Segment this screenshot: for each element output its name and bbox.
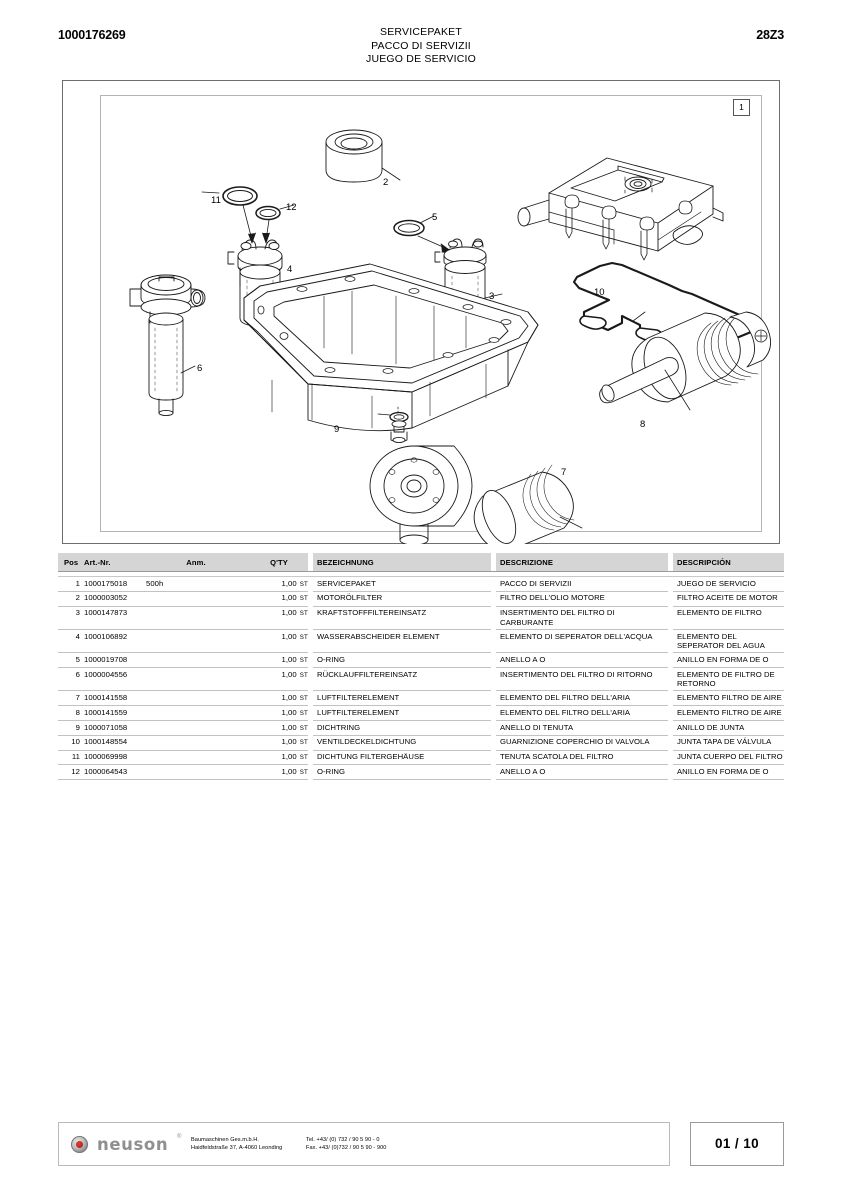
company-fax: Fax. +43/ (0)732 / 90 5 90 - 900 [306, 1144, 387, 1151]
parts-table-container [58, 553, 784, 780]
cell-descripcion: ELEMENTO FILTRO DE AIRE [673, 691, 784, 706]
cell-art-nr: 1000064543 [80, 765, 142, 780]
cell-qty-unit: ST [299, 739, 308, 747]
page-header [0, 26, 842, 72]
cell-anm [142, 691, 246, 706]
callout-11: 11 [211, 195, 221, 206]
cell-pos: 12 [58, 765, 80, 780]
part-1-valve-cover [518, 158, 723, 260]
cell-bezeichnung: VENTILDECKELDICHTUNG [313, 735, 491, 750]
table-row [58, 653, 784, 668]
cell-qty-unit: ST [299, 595, 308, 603]
title-italian: PACCO DI SERVIZII [371, 39, 471, 52]
cell-qty-value: 1,00 [281, 631, 297, 641]
cell-bezeichnung: KRAFTSTOFFFILTEREINSATZ [313, 606, 491, 629]
callout-6: 6 [197, 363, 203, 374]
cell-bezeichnung: WASSERABSCHEIDER ELEMENT [313, 629, 491, 652]
cell-qty [246, 691, 308, 706]
part-5-o-ring [394, 216, 452, 252]
callout-7: 7 [561, 467, 567, 478]
column-header-bezeichnung: BEZEICHNUNG [313, 553, 491, 572]
cell-descripcion: JUNTA TAPA DE VÁLVULA [673, 735, 784, 750]
cell-art-nr: 1000175018 [80, 577, 142, 592]
cell-art-nr: 1000141558 [80, 691, 142, 706]
cell-qty-value: 1,00 [281, 578, 297, 588]
cell-descripcion: ANILLO DE JUNTA [673, 721, 784, 736]
callout-12: 12 [286, 202, 297, 213]
cell-anm [142, 606, 246, 629]
part-6-return-filter [130, 275, 205, 416]
document-title-block [0, 26, 842, 67]
company-street: Haidfeldstraße 37, A-4060 Leonding [191, 1144, 283, 1151]
oil-pan [244, 264, 538, 431]
cell-qty-value: 1,00 [281, 693, 297, 703]
cell-anm [142, 653, 246, 668]
cell-art-nr: 1000141559 [80, 706, 142, 721]
cell-descrizione: FILTRO DELL'OLIO MOTORE [496, 591, 668, 606]
cell-descripcion: JUEGO DE SERVICIO [673, 577, 784, 592]
table-row [58, 706, 784, 721]
cell-pos: 8 [58, 706, 80, 721]
document-number: 1000176269 [58, 28, 126, 42]
cell-descrizione: ELEMENTO DI SEPERATOR DELL'ACQUA [496, 629, 668, 652]
cell-qty-unit: ST [299, 724, 308, 732]
cell-qty-value: 1,00 [281, 722, 297, 732]
cell-art-nr: 1000003052 [80, 591, 142, 606]
cell-qty [246, 629, 308, 652]
cell-anm [142, 706, 246, 721]
cell-qty-unit: ST [299, 610, 308, 618]
cell-pos: 11 [58, 750, 80, 765]
cell-art-nr: 1000019708 [80, 653, 142, 668]
callout-10: 10 [594, 287, 605, 298]
table-row [58, 765, 784, 780]
cell-bezeichnung: LUFTFILTERELEMENT [313, 691, 491, 706]
cell-qty-unit: ST [299, 671, 308, 679]
cell-qty [246, 606, 308, 629]
cell-anm [142, 721, 246, 736]
cell-bezeichnung: DICHTUNG FILTERGEHÄUSE [313, 750, 491, 765]
table-row [58, 668, 784, 691]
cell-descrizione: INSERTIMENTO DEL FILTRO DI CARBURANTE [496, 606, 668, 629]
figure-sheet-number: 1 [733, 99, 750, 116]
cell-qty-unit: ST [299, 709, 308, 717]
cell-descripcion: ELEMENTO FILTRO DE AIRE [673, 706, 784, 721]
column-header-descripcion: DESCRIPCIÓN [673, 553, 784, 572]
cell-pos: 7 [58, 691, 80, 706]
cell-descripcion: ELEMENTO DE FILTRO DE RETORNO [673, 668, 784, 691]
exploded-parts-illustration [62, 80, 780, 544]
cell-bezeichnung: MOTORÖLFILTER [313, 591, 491, 606]
trademark-icon: ® [177, 1134, 182, 1140]
cell-art-nr: 1000069998 [80, 750, 142, 765]
cell-qty [246, 765, 308, 780]
callout-4: 4 [287, 264, 293, 275]
cell-anm [142, 668, 246, 691]
callout-9: 9 [334, 424, 340, 435]
company-address [191, 1137, 282, 1152]
cell-anm [142, 735, 246, 750]
table-row [58, 735, 784, 750]
footer-company-box [58, 1122, 670, 1166]
cell-bezeichnung: LUFTFILTERELEMENT [313, 706, 491, 721]
cell-qty [246, 721, 308, 736]
cell-qty-unit: ST [299, 754, 308, 762]
cell-descrizione: GUARNIZIONE COPERCHIO DI VALVOLA [496, 735, 668, 750]
cell-bezeichnung: DICHTRING [313, 721, 491, 736]
document-code: 28Z3 [756, 28, 784, 42]
cell-qty [246, 591, 308, 606]
cell-pos: 1 [58, 577, 80, 592]
cell-descripcion: ELEMENTO DE FILTRO [673, 606, 784, 629]
title-spanish: JUEGO DE SERVICIO [366, 53, 476, 65]
table-row [58, 577, 784, 592]
column-header-art-nr: Art.-Nr. [80, 553, 142, 572]
title-german: SERVICEPAKET [380, 26, 462, 38]
cell-art-nr: 1000004556 [80, 668, 142, 691]
cell-descrizione: ANELLO A O [496, 653, 668, 668]
cell-bezeichnung: O-RING [313, 653, 491, 668]
cell-qty-value: 1,00 [281, 654, 297, 664]
callout-8: 8 [640, 419, 646, 430]
cell-art-nr: 1000071058 [80, 721, 142, 736]
table-header-row [58, 553, 784, 572]
cell-art-nr: 1000148554 [80, 735, 142, 750]
cell-pos: 10 [58, 735, 80, 750]
cell-bezeichnung: SERVICEPAKET [313, 577, 491, 592]
cell-qty-value: 1,00 [281, 766, 297, 776]
callout-2: 2 [383, 177, 389, 188]
cell-descrizione: ANELLO A O [496, 765, 668, 780]
cell-descrizione: ANELLO DI TENUTA [496, 721, 668, 736]
neuson-wordmark: neuson [97, 1135, 169, 1154]
cell-pos: 9 [58, 721, 80, 736]
cell-pos: 3 [58, 606, 80, 629]
column-header-anm: Anm. [142, 553, 246, 572]
cell-descrizione: TENUTA SCATOLA DEL FILTRO [496, 750, 668, 765]
cell-descripcion: FILTRO ACEITE DE MOTOR [673, 591, 784, 606]
part-9-sealing-ring [378, 407, 408, 443]
cell-pos: 2 [58, 591, 80, 606]
cell-anm [142, 765, 246, 780]
cell-qty [246, 653, 308, 668]
cell-qty-value: 1,00 [281, 737, 297, 747]
cell-art-nr: 1000147873 [80, 606, 142, 629]
table-row [58, 606, 784, 629]
cell-descrizione: ELEMENTO DEL FILTRO DELL'ARIA [496, 706, 668, 721]
company-telephone: Tel. +43/ (0) 732 / 90 5 90 - 0 [306, 1137, 380, 1143]
cell-qty-value: 1,00 [281, 752, 297, 762]
company-contact [306, 1137, 386, 1152]
cell-qty [246, 706, 308, 721]
cell-descripcion: ELEMENTO DEL SEPERATOR DEL AGUA [673, 629, 784, 652]
cell-qty-unit: ST [299, 656, 308, 664]
parts-table [58, 553, 784, 780]
cell-bezeichnung: O-RING [313, 765, 491, 780]
cell-descripcion: ANILLO EN FORMA DE O [673, 765, 784, 780]
cell-descripcion: ANILLO EN FORMA DE O [673, 653, 784, 668]
company-name: Baumaschinen Ges.m.b.H. [191, 1137, 259, 1143]
cell-pos: 4 [58, 629, 80, 652]
cell-qty-unit: ST [299, 633, 308, 641]
cell-art-nr: 1000106892 [80, 629, 142, 652]
cell-qty [246, 577, 308, 592]
cell-anm: 500h [142, 577, 246, 592]
cell-qty-unit: ST [299, 580, 308, 588]
cell-qty-unit: ST [299, 695, 308, 703]
cell-bezeichnung: RÜCKLAUFFILTEREINSATZ [313, 668, 491, 691]
cell-descrizione: INSERTIMENTO DEL FILTRO DI RITORNO [496, 668, 668, 691]
column-header-qty: Q'TY [246, 553, 308, 572]
cell-pos: 5 [58, 653, 80, 668]
table-row [58, 750, 784, 765]
cell-anm [142, 591, 246, 606]
cell-anm [142, 629, 246, 652]
page-number-box: 01 / 10 [690, 1122, 784, 1166]
callout-3: 3 [489, 291, 495, 302]
part-2-oil-filter [326, 130, 400, 182]
neuson-logo-icon [71, 1136, 88, 1153]
cell-descrizione: ELEMENTO DEL FILTRO DELL'ARIA [496, 691, 668, 706]
table-row [58, 591, 784, 606]
cell-qty-value: 1,00 [281, 707, 297, 717]
cell-pos: 6 [58, 668, 80, 691]
cell-anm [142, 750, 246, 765]
cell-qty-value: 1,00 [281, 669, 297, 679]
column-header-pos: Pos [58, 553, 80, 572]
cell-qty [246, 735, 308, 750]
callout-5: 5 [432, 212, 438, 223]
cell-qty [246, 750, 308, 765]
parts-table-body [58, 577, 784, 780]
cell-descrizione: PACCO DI SERVIZII [496, 577, 668, 592]
column-header-descrizione: DESCRIZIONE [496, 553, 668, 572]
cell-qty-value: 1,00 [281, 593, 297, 603]
cell-descripcion: JUNTA CUERPO DEL FILTRO [673, 750, 784, 765]
table-row [58, 691, 784, 706]
table-row [58, 629, 784, 652]
cell-qty [246, 668, 308, 691]
part-7-filter-front [370, 446, 472, 544]
table-row [58, 721, 784, 736]
cell-qty-unit: ST [299, 768, 308, 776]
cell-qty-value: 1,00 [281, 608, 297, 618]
